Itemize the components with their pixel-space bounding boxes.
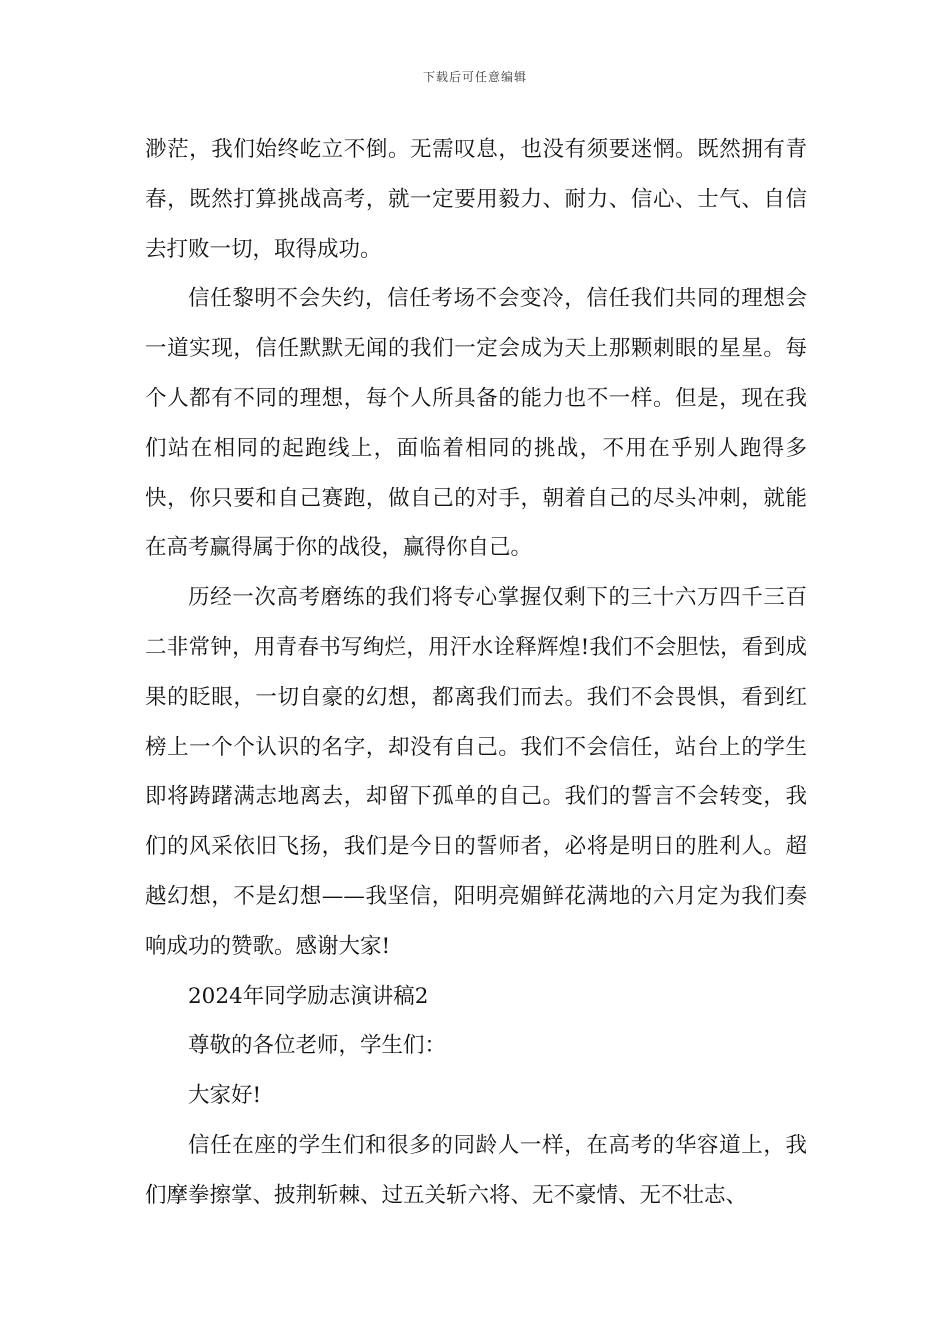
section-title: 2024年同学励志演讲稿2 (188, 983, 429, 1009)
paragraph: 信任黎明不会失约，信任考场不会变冷，信任我们共同的理想会一道实现，信任默默无闻的我们一定会成为天上那颗刺眼的星星。每个人都有不同的理想，每个人所具备的能力也不一样。但是，现在我们站在相同的起跑线上，面临着相同的挑战，不用在乎别人跑得多快，你只要和自己赛跑，做自己的对手，朝着自己的尽头冲刺，就能在高考赢得属于你的战役，赢得你自己。 (145, 286, 807, 561)
document-body (145, 125, 807, 1221)
page-header: 下载后可任意编辑 (422, 70, 527, 84)
paragraph-continued: 渺茫，我们始终屹立不倒。无需叹息，也没有须要迷惘。既然拥有青春，既然打算挑战高考，就一定要用毅力、耐力、信心、士气、自信去打败一切，取得成功。 (145, 137, 807, 262)
salutation: 尊敬的各位老师，学生们： (188, 1033, 447, 1059)
paragraph: 历经一次高考磨练的我们将专心掌握仅剩下的三十六万四千三百二非常钟，用青春书写绚烂，用汗水诠释辉煌!我们不会胆怯，看到成果的眨眼，一切自豪的幻想，都离我们而去。我们不会畏惧，看到红榜上一个个认识的名字，却没有自己。我们不会信任，站台上的学生即将踌躇满志地离去，却留下孤单的自己。我们的誓言不会转变，我们的风采依旧飞扬，我们是今日的誓师者，必将是明日的胜利人。超越幻想，不是幻想——我坚信，阳明亮媚鲜花满地的六月定为我们奏响成功的赞歌。感谢大家! (145, 585, 807, 959)
paragraph: 信任在座的学生们和很多的同龄人一样，在高考的华容道上，我们摩拳擦掌、披荆斩棘、过五关斩六将、无不豪情、无不壮志、 (145, 1132, 807, 1208)
greeting: 大家好! (188, 1083, 262, 1109)
